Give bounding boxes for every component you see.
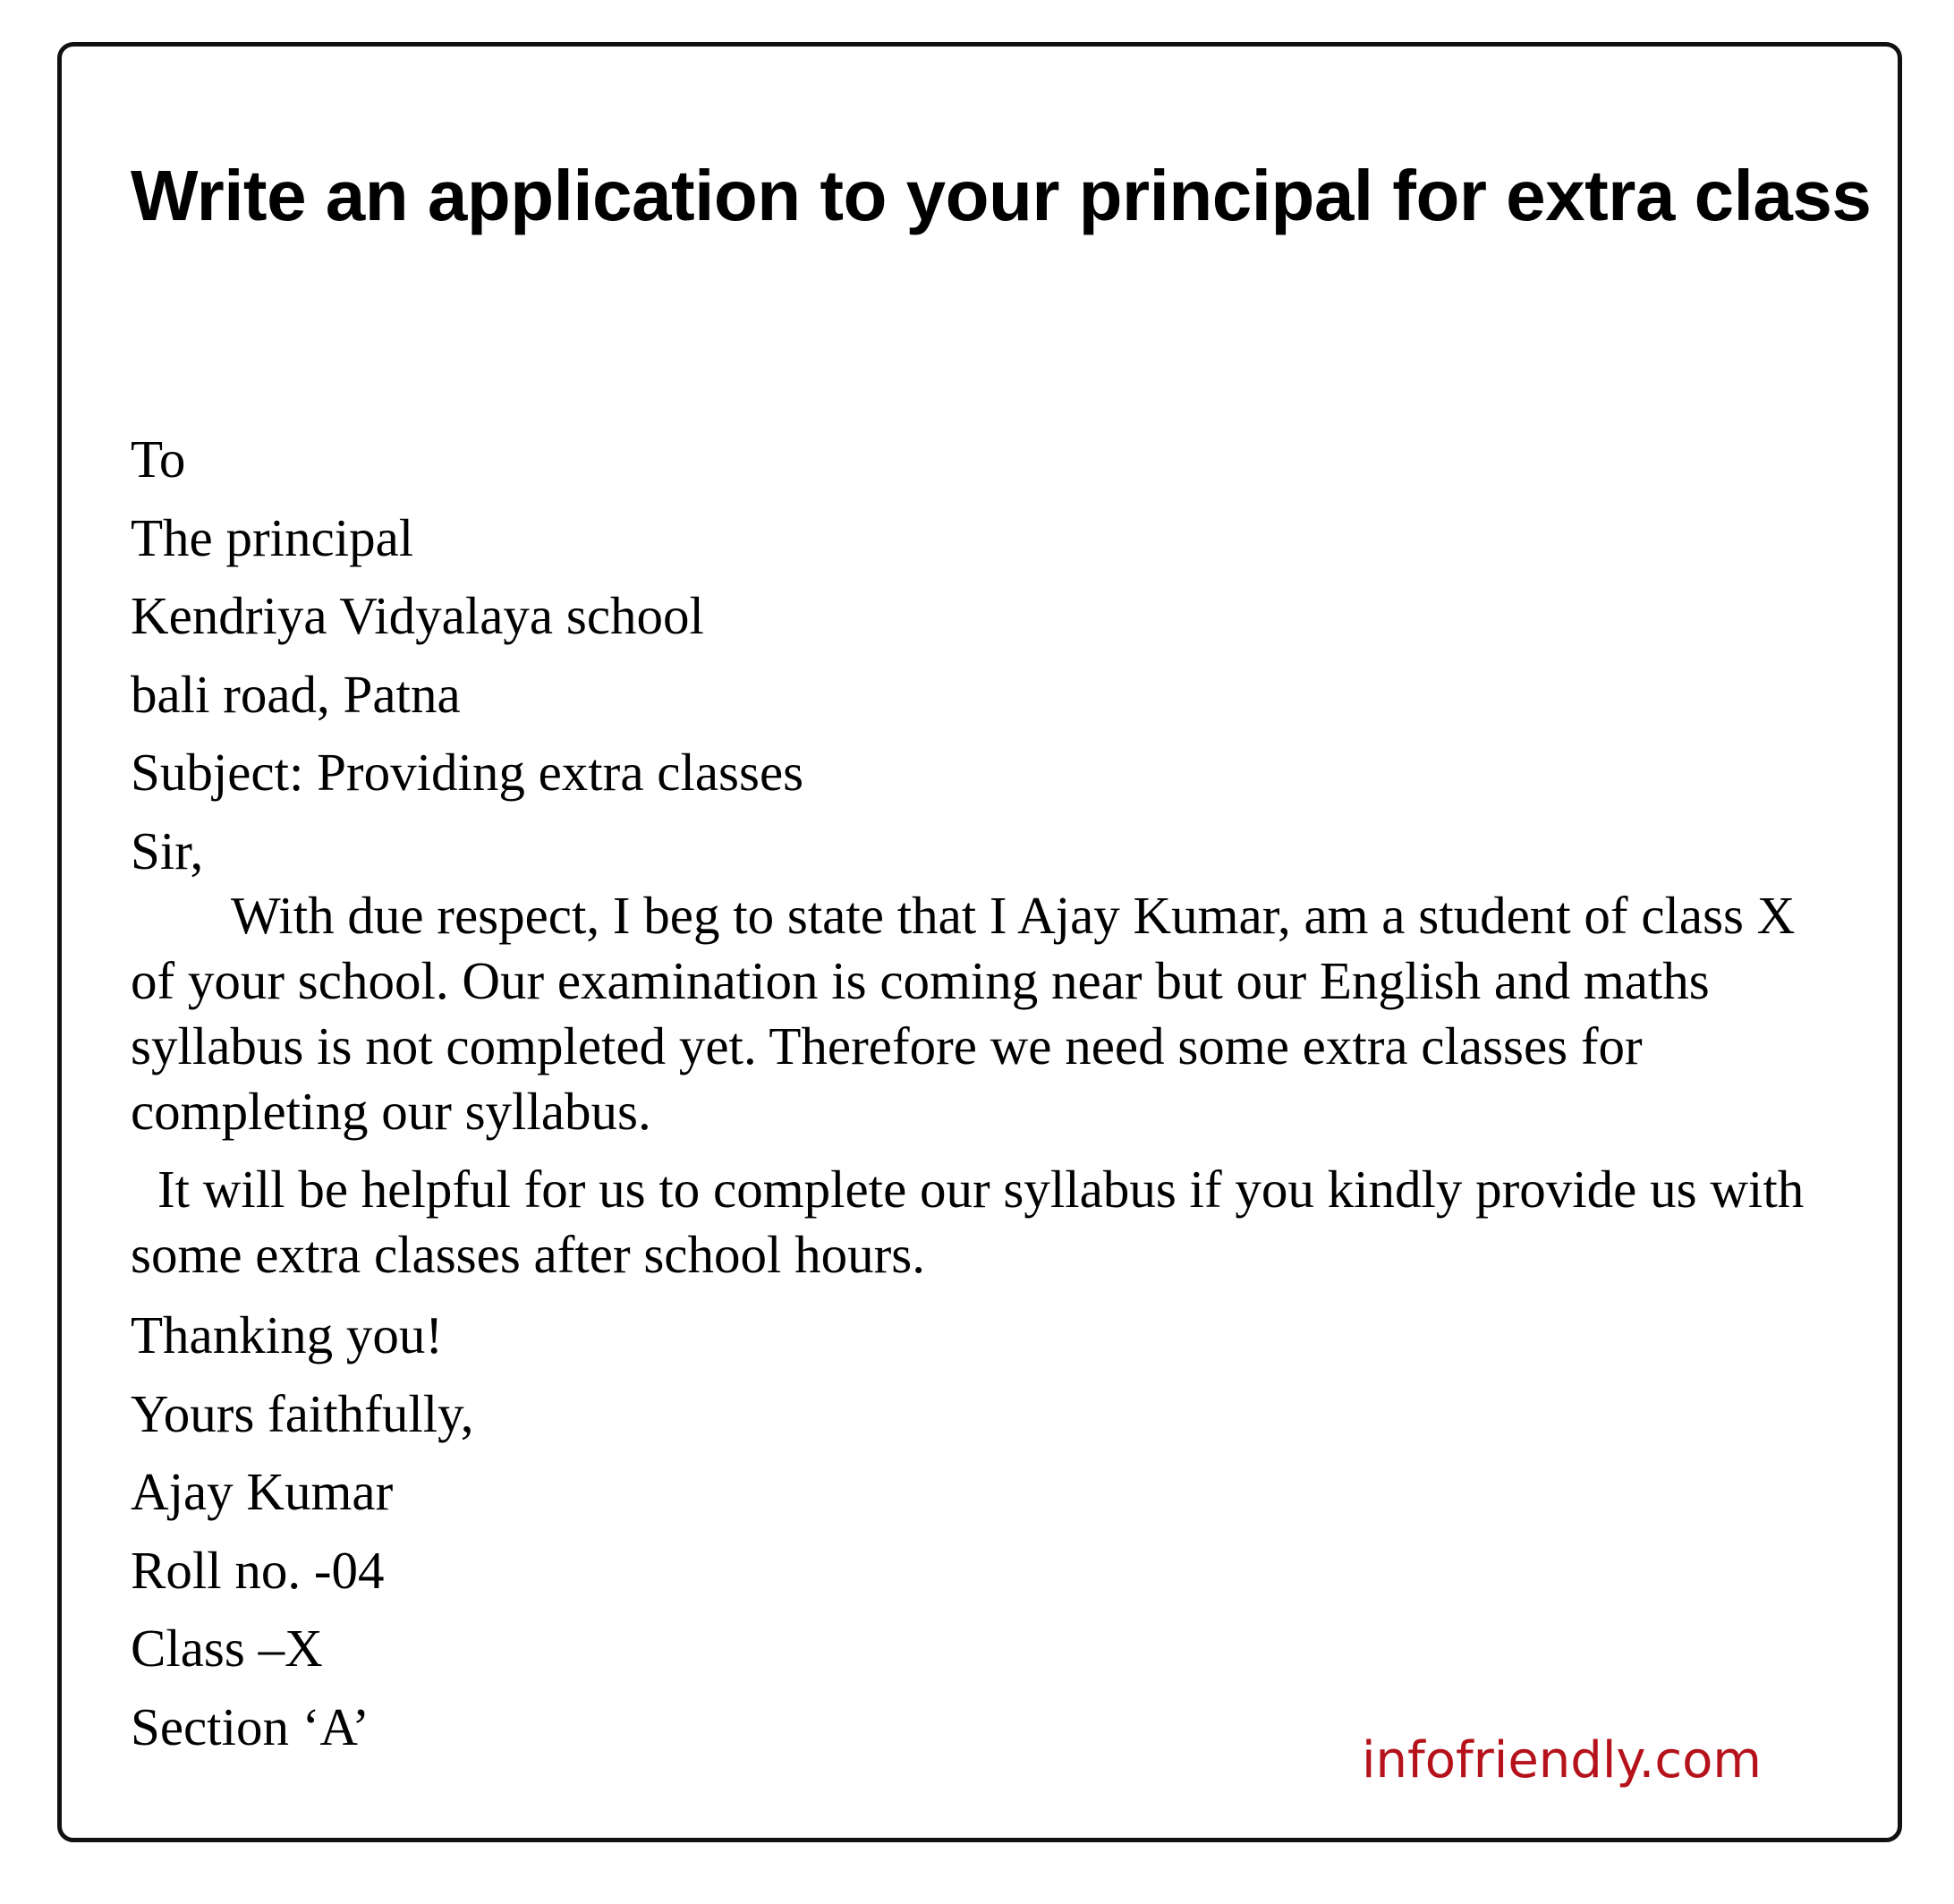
recipient-line-school: Kendriya Vidyalaya school (131, 586, 704, 645)
document-title: Write an application to your principal for extra class (131, 156, 1872, 235)
recipient-line-address: bali road, Patna (131, 664, 461, 724)
sender-class: Class –X (131, 1619, 323, 1678)
recipient-line-to: To (131, 429, 186, 489)
watermark-text: infofriendly.com (1362, 1731, 1762, 1789)
subject-line: Subject: Providing extra classes (131, 743, 804, 802)
body-paragraph-1: With due respect, I beg to state that I Ajay Kumar, am a student of class X of your school. Our examination is coming near but our English and maths syllabus is not completed yet. Therefore we need some extra classes for completing our syllabus. (131, 886, 1796, 1141)
closing-line: Thanking you! (131, 1305, 444, 1364)
recipient-line-title: The principal (131, 507, 414, 567)
salutation: Sir, (131, 820, 204, 880)
sign-off: Yours faithfully, (131, 1383, 474, 1443)
sender-name: Ajay Kumar (131, 1462, 394, 1521)
body-paragraph-2: It will be helpful for us to complete our syllabus if you kindly provide us with some extra classes after school hours. (131, 1160, 1805, 1284)
sender-section: Section ‘A’ (131, 1696, 370, 1756)
letter-body (131, 421, 1848, 1766)
sender-roll-no: Roll no. -04 (131, 1540, 385, 1600)
